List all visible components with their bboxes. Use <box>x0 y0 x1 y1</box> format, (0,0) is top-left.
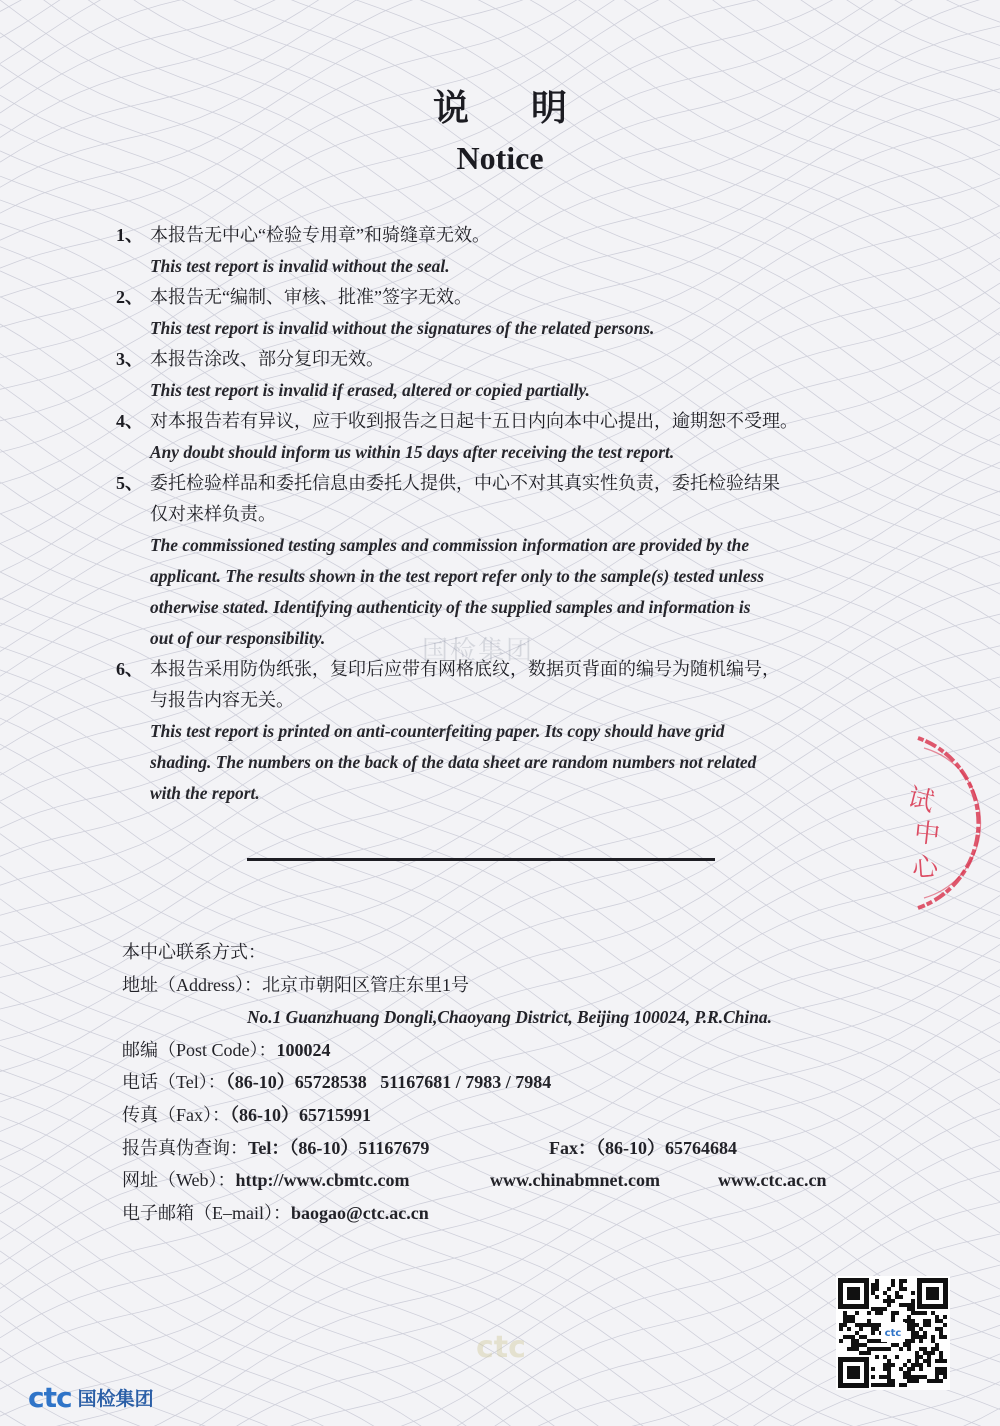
svg-text:中: 中 <box>912 817 942 851</box>
notice-item-english: with the report. <box>150 783 260 803</box>
web-link-cbmtc[interactable]: http://www.cbmtc.com <box>235 1170 410 1191</box>
notice-item-english: This test report is invalid without the signatures of the related persons. <box>150 318 655 338</box>
ctc-logo-text: 国检集团 <box>77 1387 154 1410</box>
notice-item-number: 3、 <box>116 349 143 369</box>
qr-center-logo: ctc <box>884 1328 902 1339</box>
notice-item <box>116 220 896 282</box>
notice-item-english: The commissioned testing samples and commission information are provided by the <box>150 535 750 555</box>
email-label: 电子邮箱（E–mail）： <box>122 1202 291 1223</box>
title-chinese: 说明 <box>432 88 629 128</box>
notice-item-english: applicant. The results shown in the test report refer only to the sample(s) tested unless <box>150 566 765 586</box>
notice-item-number: 6、 <box>116 659 143 679</box>
notice-item-english: Any doubt should inform us within 15 days after receiving the test report. <box>150 442 675 462</box>
tel-values: 65728538 51167681 / 7983 / 7984 <box>294 1072 552 1093</box>
address-row <box>122 969 902 1002</box>
notice-item <box>116 344 896 406</box>
web-link-ctc[interactable]: www.ctc.ac.cn <box>718 1170 827 1191</box>
verify-row <box>122 1132 902 1165</box>
notice-item-chinese: 本报告无“编制、审核、批准”签字无效。 <box>150 287 472 307</box>
notice-list <box>116 220 896 809</box>
notice-item-chinese: 本报告无中心“检验专用章”和骑缝章无效。 <box>150 225 490 245</box>
notice-item-english: out of our responsibility. <box>150 628 326 648</box>
postcode-row <box>122 1034 902 1067</box>
red-seal-stamp <box>898 730 1000 916</box>
notice-item <box>116 654 896 809</box>
notice-item-number: 5、 <box>116 473 143 493</box>
ctc-logo <box>28 1382 154 1412</box>
email-link[interactable]: baogao@ctc.ac.cn <box>291 1202 429 1223</box>
address-chinese: 北京市朝阳区管庄东里1号 <box>262 974 469 995</box>
fax-label: 传真（Fax）： <box>122 1104 230 1125</box>
verify-label: 报告真伪查询： <box>122 1137 248 1158</box>
notice-item-chinese: 本报告采用防伪纸张，复印后应带有网格底纹，数据页背面的编号为随机编号， <box>150 659 780 679</box>
notice-item-english: otherwise stated. Identifying authenticity of the supplied samples and information is <box>150 597 751 617</box>
notice-item-number: 4、 <box>116 411 143 431</box>
svg-text:试: 试 <box>904 782 938 818</box>
notice-item-english: This test report is invalid if erased, altered or copied partially. <box>150 380 590 400</box>
web-label: 网址（Web）： <box>122 1170 236 1191</box>
notice-item <box>116 406 896 468</box>
tel-row <box>122 1066 902 1099</box>
watermark-text: 国检集团 <box>422 636 535 666</box>
postcode-label: 邮编（Post Code）： <box>122 1039 277 1060</box>
notice-item-chinese: 仅对来样负责。 <box>150 504 276 524</box>
verify-fax: Fax：（86-10）65764684 <box>549 1137 737 1158</box>
notice-item-english: This test report is invalid without the seal. <box>150 256 450 276</box>
title-english: Notice <box>456 140 544 176</box>
address-english: No.1 Guanzhuang Dongli,Chaoyang District, Beijing 100024, P.R.China. <box>247 1007 772 1028</box>
notice-item-chinese: 与报告内容无关。 <box>150 690 294 710</box>
qr-code[interactable] <box>836 1276 950 1390</box>
notice-item-number: 2、 <box>116 287 143 307</box>
notice-item-chinese: 委托检验样品和委托信息由委托人提供，中心不对其真实性负责，委托检验结果 <box>150 473 780 493</box>
verify-tel: Tel：（86-10）51167679 <box>248 1137 430 1158</box>
web-link-chinabmnet[interactable]: www.chinabmnet.com <box>490 1170 660 1191</box>
postcode-value: 100024 <box>276 1039 331 1060</box>
fax-row <box>122 1099 902 1132</box>
email-row <box>122 1197 902 1230</box>
svg-text:心: 心 <box>910 852 940 884</box>
divider-rule <box>247 858 715 861</box>
ctc-logo-mark: ctc <box>28 1380 72 1414</box>
notice-item-english: This test report is printed on anti-counterfeiting paper. Its copy should have grid <box>150 721 725 741</box>
fax-value: 65715991 <box>299 1104 371 1125</box>
notice-item-chinese: 本报告涂改、部分复印无效。 <box>150 349 384 369</box>
tel-label: 电话（Tel）： <box>122 1072 226 1093</box>
contact-section <box>122 936 902 1229</box>
contact-heading: 本中心联系方式： <box>122 942 266 962</box>
web-row <box>122 1164 902 1197</box>
faint-ctc-watermark: ctc <box>476 1330 526 1365</box>
fax-prefix: （86-10） <box>230 1104 299 1125</box>
address-label: 地址（Address）： <box>122 974 262 995</box>
tel-prefix: （86-10） <box>225 1072 295 1093</box>
notice-item-chinese: 对本报告若有异议，应于收到报告之日起十五日内向本中心提出，逾期恕不受理。 <box>150 411 798 431</box>
address-english-row <box>122 1001 902 1034</box>
notice-item-english: shading. The numbers on the back of the data sheet are random numbers not related <box>150 752 757 772</box>
notice-item <box>116 468 896 654</box>
notice-item <box>116 282 896 344</box>
notice-item-number: 1、 <box>116 225 143 245</box>
